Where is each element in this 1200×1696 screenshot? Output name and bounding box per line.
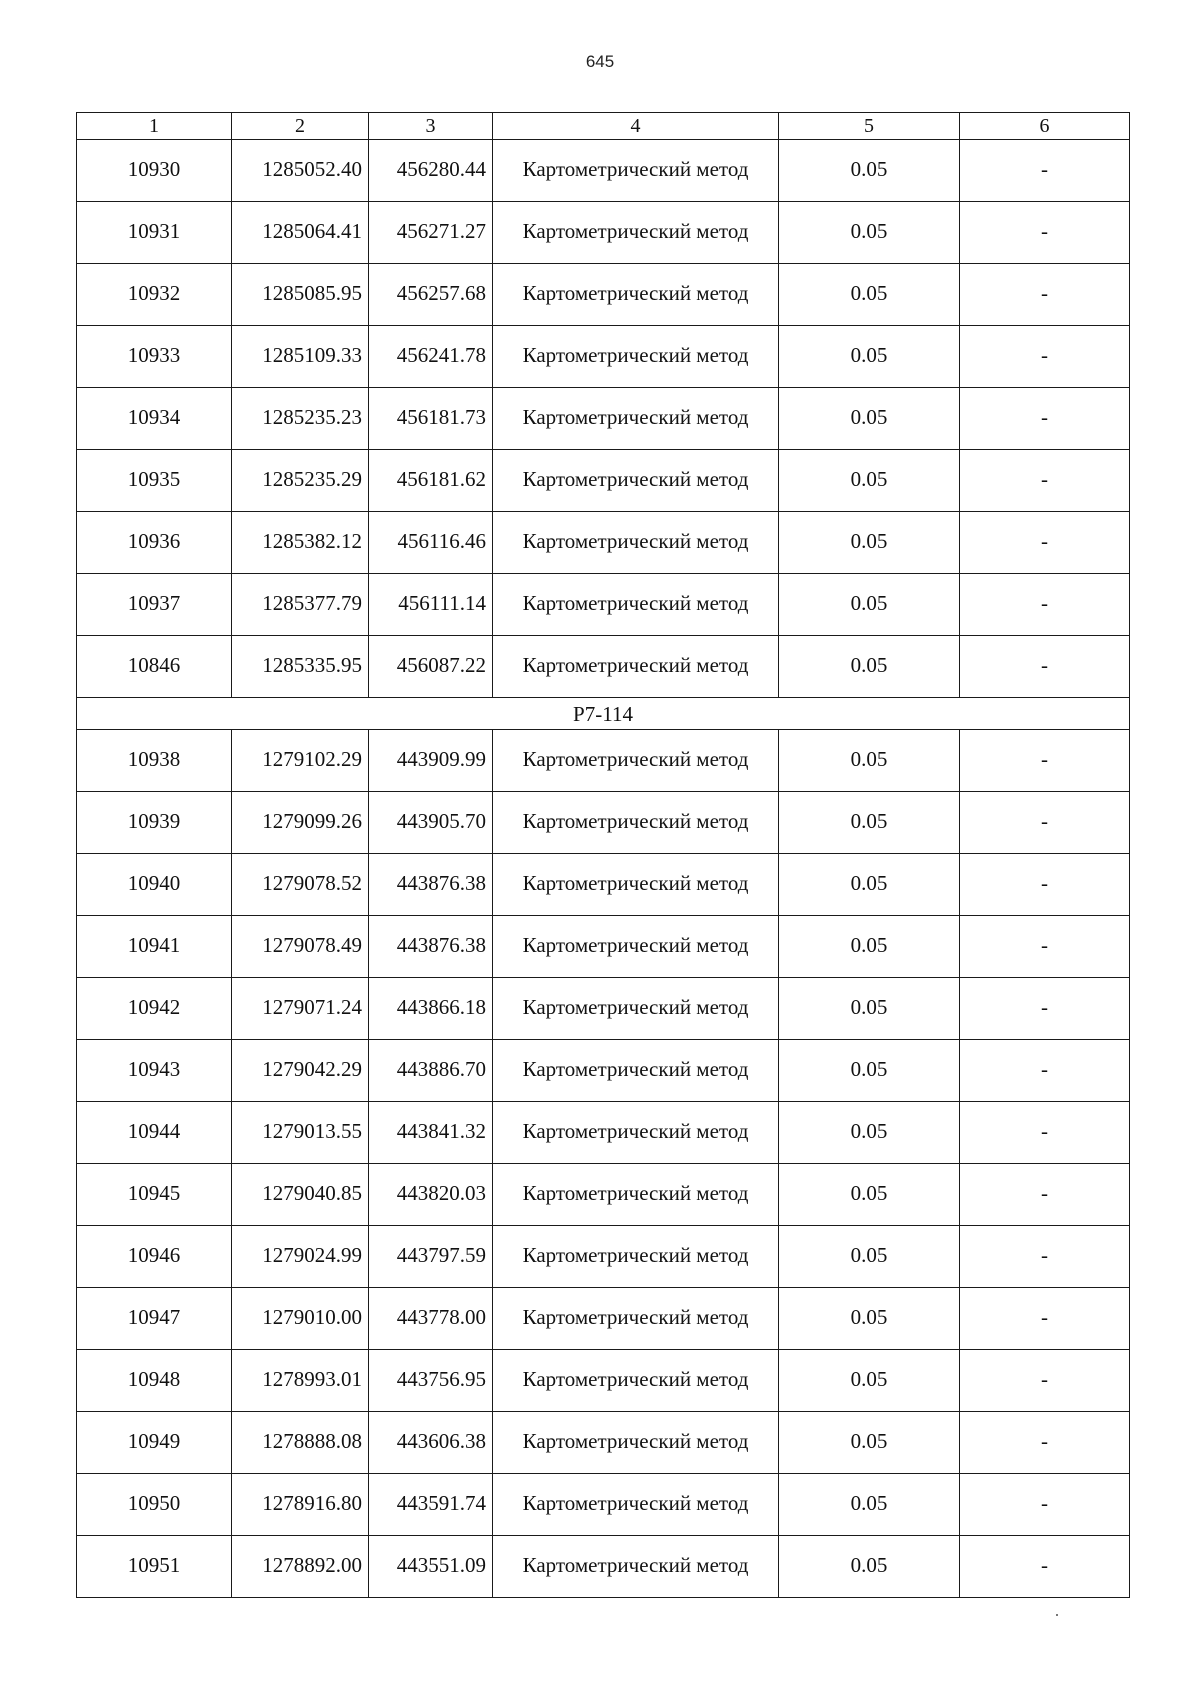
- y-coordinate-cell: 456087.22: [369, 636, 493, 698]
- point-number-cell: 10951: [77, 1536, 232, 1598]
- section-title: Р7-114: [77, 698, 1130, 730]
- x-coordinate-cell: 1279071.24: [232, 978, 369, 1040]
- method-cell: Картометрический метод: [493, 1412, 779, 1474]
- note-cell: -: [960, 1040, 1130, 1102]
- table-row: [77, 1412, 1130, 1474]
- y-coordinate-cell: 456181.62: [369, 450, 493, 512]
- table-row: [77, 916, 1130, 978]
- note-cell: -: [960, 636, 1130, 698]
- method-cell: Картометрический метод: [493, 1102, 779, 1164]
- accuracy-cell: 0.05: [779, 636, 960, 698]
- y-coordinate-cell: 456257.68: [369, 264, 493, 326]
- method-cell: Картометрический метод: [493, 636, 779, 698]
- point-number-cell: 10935: [77, 450, 232, 512]
- accuracy-cell: 0.05: [779, 140, 960, 202]
- table-row: [77, 1164, 1130, 1226]
- point-number-cell: 10943: [77, 1040, 232, 1102]
- table-row: [77, 140, 1130, 202]
- method-cell: Картометрический метод: [493, 1288, 779, 1350]
- table-row: [77, 1102, 1130, 1164]
- y-coordinate-cell: 456271.27: [369, 202, 493, 264]
- method-cell: Картометрический метод: [493, 1164, 779, 1226]
- method-cell: Картометрический метод: [493, 140, 779, 202]
- point-number-cell: 10948: [77, 1350, 232, 1412]
- accuracy-cell: 0.05: [779, 1350, 960, 1412]
- note-cell: -: [960, 792, 1130, 854]
- method-cell: Картометрический метод: [493, 326, 779, 388]
- method-cell: Картометрический метод: [493, 1350, 779, 1412]
- accuracy-cell: 0.05: [779, 1536, 960, 1598]
- column-header-2: 2: [232, 113, 369, 140]
- note-cell: -: [960, 264, 1130, 326]
- accuracy-cell: 0.05: [779, 730, 960, 792]
- note-cell: -: [960, 512, 1130, 574]
- accuracy-cell: 0.05: [779, 574, 960, 636]
- accuracy-cell: 0.05: [779, 1288, 960, 1350]
- y-coordinate-cell: 443841.32: [369, 1102, 493, 1164]
- method-cell: Картометрический метод: [493, 574, 779, 636]
- point-number-cell: 10941: [77, 916, 232, 978]
- point-number-cell: 10950: [77, 1474, 232, 1536]
- point-number-cell: 10931: [77, 202, 232, 264]
- note-cell: -: [960, 1536, 1130, 1598]
- method-cell: Картометрический метод: [493, 1474, 779, 1536]
- table-row: [77, 1288, 1130, 1350]
- table-header: [77, 113, 1130, 140]
- y-coordinate-cell: 443886.70: [369, 1040, 493, 1102]
- accuracy-cell: 0.05: [779, 1164, 960, 1226]
- point-number-cell: 10846: [77, 636, 232, 698]
- x-coordinate-cell: 1285109.33: [232, 326, 369, 388]
- point-number-cell: 10947: [77, 1288, 232, 1350]
- accuracy-cell: 0.05: [779, 1226, 960, 1288]
- point-number-cell: 10940: [77, 854, 232, 916]
- point-number-cell: 10939: [77, 792, 232, 854]
- table-body: [77, 140, 1130, 1598]
- y-coordinate-cell: 456111.14: [369, 574, 493, 636]
- method-cell: Картометрический метод: [493, 1226, 779, 1288]
- note-cell: -: [960, 854, 1130, 916]
- column-header-4: 4: [493, 113, 779, 140]
- y-coordinate-cell: 456280.44: [369, 140, 493, 202]
- method-cell: Картометрический метод: [493, 450, 779, 512]
- y-coordinate-cell: 443606.38: [369, 1412, 493, 1474]
- x-coordinate-cell: 1285235.23: [232, 388, 369, 450]
- note-cell: -: [960, 730, 1130, 792]
- x-coordinate-cell: 1279040.85: [232, 1164, 369, 1226]
- point-number-cell: 10949: [77, 1412, 232, 1474]
- note-cell: -: [960, 326, 1130, 388]
- scan-speck: [1056, 1614, 1058, 1616]
- y-coordinate-cell: 443797.59: [369, 1226, 493, 1288]
- x-coordinate-cell: 1285335.95: [232, 636, 369, 698]
- point-number-cell: 10930: [77, 140, 232, 202]
- y-coordinate-cell: 443551.09: [369, 1536, 493, 1598]
- x-coordinate-cell: 1279010.00: [232, 1288, 369, 1350]
- point-number-cell: 10933: [77, 326, 232, 388]
- x-coordinate-cell: 1278993.01: [232, 1350, 369, 1412]
- note-cell: -: [960, 1474, 1130, 1536]
- accuracy-cell: 0.05: [779, 792, 960, 854]
- table-row: [77, 202, 1130, 264]
- y-coordinate-cell: 443820.03: [369, 1164, 493, 1226]
- x-coordinate-cell: 1278892.00: [232, 1536, 369, 1598]
- note-cell: -: [960, 450, 1130, 512]
- accuracy-cell: 0.05: [779, 1102, 960, 1164]
- point-number-cell: 10934: [77, 388, 232, 450]
- table-row: [77, 792, 1130, 854]
- note-cell: -: [960, 1350, 1130, 1412]
- table-row: [77, 854, 1130, 916]
- table-row: [77, 1474, 1130, 1536]
- accuracy-cell: 0.05: [779, 1040, 960, 1102]
- note-cell: -: [960, 1226, 1130, 1288]
- table-row: [77, 450, 1130, 512]
- coordinates-table: [76, 112, 1130, 1598]
- accuracy-cell: 0.05: [779, 978, 960, 1040]
- x-coordinate-cell: 1279024.99: [232, 1226, 369, 1288]
- method-cell: Картометрический метод: [493, 916, 779, 978]
- note-cell: -: [960, 140, 1130, 202]
- table-row: [77, 730, 1130, 792]
- note-cell: -: [960, 1102, 1130, 1164]
- point-number-cell: 10938: [77, 730, 232, 792]
- method-cell: Картометрический метод: [493, 264, 779, 326]
- accuracy-cell: 0.05: [779, 1412, 960, 1474]
- table-row: [77, 512, 1130, 574]
- table-row: [77, 636, 1130, 698]
- accuracy-cell: 0.05: [779, 916, 960, 978]
- point-number-cell: 10932: [77, 264, 232, 326]
- note-cell: -: [960, 916, 1130, 978]
- table-row: [77, 1350, 1130, 1412]
- x-coordinate-cell: 1285235.29: [232, 450, 369, 512]
- table-row: [77, 978, 1130, 1040]
- method-cell: Картометрический метод: [493, 1536, 779, 1598]
- note-cell: -: [960, 202, 1130, 264]
- accuracy-cell: 0.05: [779, 388, 960, 450]
- y-coordinate-cell: 456116.46: [369, 512, 493, 574]
- x-coordinate-cell: 1285064.41: [232, 202, 369, 264]
- table-row: [77, 326, 1130, 388]
- page-number: 645: [585, 52, 615, 71]
- x-coordinate-cell: 1279102.29: [232, 730, 369, 792]
- note-cell: -: [960, 1288, 1130, 1350]
- y-coordinate-cell: 443876.38: [369, 916, 493, 978]
- x-coordinate-cell: 1279042.29: [232, 1040, 369, 1102]
- method-cell: Картометрический метод: [493, 1040, 779, 1102]
- point-number-cell: 10944: [77, 1102, 232, 1164]
- x-coordinate-cell: 1285052.40: [232, 140, 369, 202]
- method-cell: Картометрический метод: [493, 854, 779, 916]
- x-coordinate-cell: 1278888.08: [232, 1412, 369, 1474]
- y-coordinate-cell: 443778.00: [369, 1288, 493, 1350]
- method-cell: Картометрический метод: [493, 730, 779, 792]
- table-row: [77, 574, 1130, 636]
- x-coordinate-cell: 1285085.95: [232, 264, 369, 326]
- accuracy-cell: 0.05: [779, 450, 960, 512]
- table-row: [77, 388, 1130, 450]
- point-number-cell: 10946: [77, 1226, 232, 1288]
- column-header-3: 3: [369, 113, 493, 140]
- column-header-6: 6: [960, 113, 1130, 140]
- x-coordinate-cell: 1279078.49: [232, 916, 369, 978]
- y-coordinate-cell: 443909.99: [369, 730, 493, 792]
- x-coordinate-cell: 1279099.26: [232, 792, 369, 854]
- y-coordinate-cell: 443866.18: [369, 978, 493, 1040]
- accuracy-cell: 0.05: [779, 1474, 960, 1536]
- section-row: [77, 698, 1130, 730]
- x-coordinate-cell: 1285382.12: [232, 512, 369, 574]
- x-coordinate-cell: 1279013.55: [232, 1102, 369, 1164]
- header-row: [77, 113, 1130, 140]
- y-coordinate-cell: 443876.38: [369, 854, 493, 916]
- x-coordinate-cell: 1285377.79: [232, 574, 369, 636]
- y-coordinate-cell: 456241.78: [369, 326, 493, 388]
- point-number-cell: 10945: [77, 1164, 232, 1226]
- accuracy-cell: 0.05: [779, 512, 960, 574]
- accuracy-cell: 0.05: [779, 326, 960, 388]
- y-coordinate-cell: 443905.70: [369, 792, 493, 854]
- point-number-cell: 10936: [77, 512, 232, 574]
- note-cell: -: [960, 574, 1130, 636]
- method-cell: Картометрический метод: [493, 512, 779, 574]
- method-cell: Картометрический метод: [493, 388, 779, 450]
- y-coordinate-cell: 443591.74: [369, 1474, 493, 1536]
- x-coordinate-cell: 1278916.80: [232, 1474, 369, 1536]
- accuracy-cell: 0.05: [779, 202, 960, 264]
- column-header-1: 1: [77, 113, 232, 140]
- y-coordinate-cell: 443756.95: [369, 1350, 493, 1412]
- table-row: [77, 1040, 1130, 1102]
- method-cell: Картометрический метод: [493, 978, 779, 1040]
- method-cell: Картометрический метод: [493, 202, 779, 264]
- column-header-5: 5: [779, 113, 960, 140]
- y-coordinate-cell: 456181.73: [369, 388, 493, 450]
- note-cell: -: [960, 978, 1130, 1040]
- note-cell: -: [960, 1412, 1130, 1474]
- accuracy-cell: 0.05: [779, 264, 960, 326]
- note-cell: -: [960, 388, 1130, 450]
- accuracy-cell: 0.05: [779, 854, 960, 916]
- point-number-cell: 10942: [77, 978, 232, 1040]
- table-row: [77, 1536, 1130, 1598]
- method-cell: Картометрический метод: [493, 792, 779, 854]
- table-row: [77, 1226, 1130, 1288]
- x-coordinate-cell: 1279078.52: [232, 854, 369, 916]
- note-cell: -: [960, 1164, 1130, 1226]
- table-row: [77, 264, 1130, 326]
- point-number-cell: 10937: [77, 574, 232, 636]
